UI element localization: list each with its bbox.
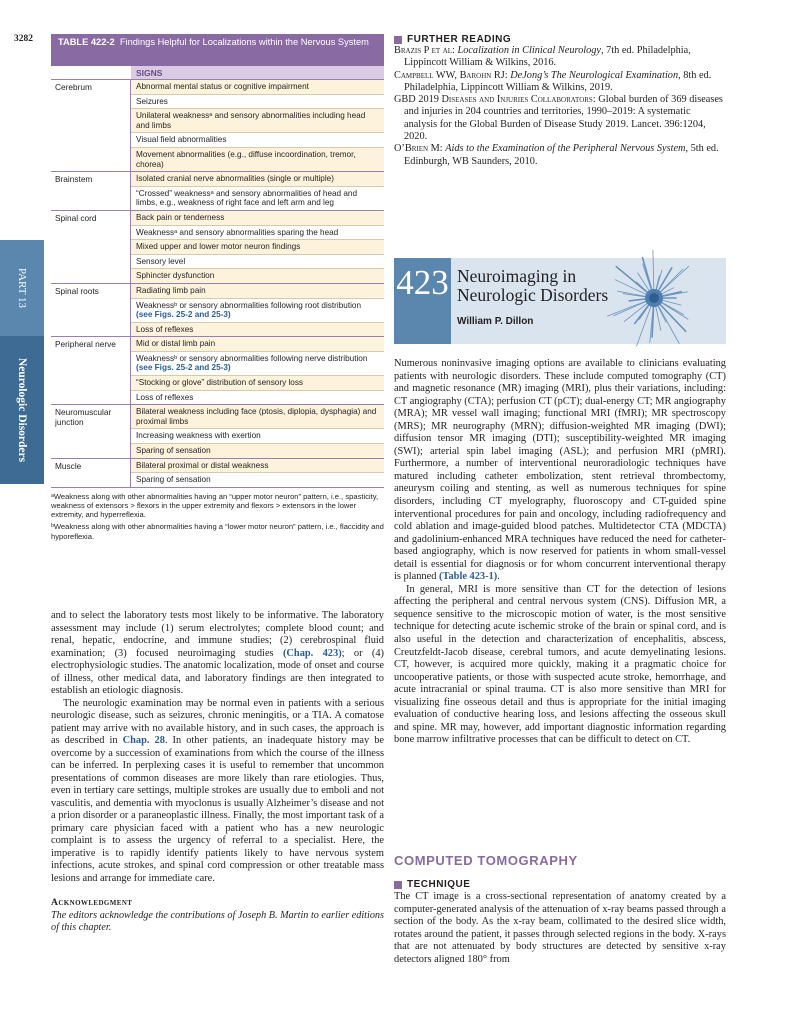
signs-header: SIGNS (131, 66, 384, 80)
table-423-1-link[interactable]: (Table 423-1) (439, 571, 498, 583)
sign-cell: “Stocking or glove” distribution of sensory loss (131, 376, 384, 391)
sign-cell: Increasing weakness with exertion (131, 429, 384, 444)
location-cell: Brainstem (51, 172, 131, 210)
further-reading (394, 34, 726, 168)
location-cell: Cerebrum (51, 80, 131, 171)
right-body-text (394, 358, 726, 747)
bullet-square-icon (394, 881, 402, 889)
sign-cell: Seizures (131, 95, 384, 110)
table-footnotes (51, 492, 384, 541)
location-cell: Neuromuscular junction (51, 405, 131, 457)
sign-cell: “Crossed” weaknessᵃ and sensory abnormalities of head and limbs, e.g., weakness of right face and left arm and leg (131, 187, 384, 210)
table-row (51, 211, 384, 284)
part-label: PART 13 (16, 268, 28, 308)
further-reading-heading: FURTHER READING (394, 34, 726, 45)
neuron-splash-icon (594, 238, 714, 358)
chap-28-link[interactable]: Chap. 28 (122, 735, 165, 746)
figure-link[interactable]: (see Figs. 25-2 and 25-3) (136, 363, 231, 373)
left-paragraph-1: and to select the laboratory tests most likely to be informative. The laboratory assessment may include (1) serum electrolytes; complete blood count; and renal, hepatic, endocrine, and immune studies; (2) cerebrospinal fluid examination; (3) focused neuroimaging studies (Chap. 423); or (4) electrophysiologic studies. The anatomic localization, mode of onset and course of illness, other medical data, and laboratory findings are then integrated to establish an etiologic diagnosis. (51, 610, 384, 696)
sign-cell: Weaknessᵃ and sensory abnormalities sparing the head (131, 226, 384, 241)
sign-cell: Bilateral proximal or distal weakness (131, 459, 384, 474)
table-column-header (51, 66, 384, 80)
sign-cell: Unilateral weaknessᵃ and sensory abnormalities including head and limbs (131, 109, 384, 133)
location-cell: Spinal roots (51, 284, 131, 336)
sign-cell: Sparing of sensation (131, 444, 384, 458)
acknowledgment-heading: Acknowledgment (51, 897, 133, 908)
right-paragraph-1: Numerous noninvasive imaging options are available to clinicians evaluating patients with neurologic disorders. These include computed tomography (CT) and magnetic resonance (MR) imaging (MRI), plus their variations, including: CT angiography (CTA); perfusion CT (pCT); dual-energy CT; MR angiography (MRA); MR vessel wall imaging; functional MRI (fMRI); MR spectroscopy (MRS); MR neurography (MRN); diffusion-weighted MR imaging (DWI); diffusion tensor MR imaging (DTI); susceptibility-weighted MR imaging (SWI); arterial spin label imaging (ASL); and perfusion MRI (pMRI). Furthermore, a number of interventional neuroradiologic techniques have matured including catheter embolization, stent retrieval thrombectomy, aneurysm coiling and stenting, as well as numerous techniques for spine disorders, including CT myelography, fluoroscopy and CT-guided spine interventional procedures for pain and oncology, including radiofrequency and cold ablation and image-guided blood patches. Multidetector CTA (MDCTA) and gadolinium-enhanced MRA techniques have reduced the need for catheter-based angiography, which is now reserved for patients in whom small-vessel detail is essential for diagnosis or for whom concurrent interventional therapy is planned (Table 423-1). (394, 358, 726, 583)
chapter-header (394, 258, 726, 344)
location-cell: Peripheral nerve (51, 337, 131, 404)
chap-423-link[interactable]: (Chap. 423) (282, 647, 342, 659)
side-tab (0, 240, 44, 484)
left-body-text (51, 610, 384, 934)
sign-cell: Loss of reflexes (131, 323, 384, 337)
sign-cell: Sparing of sensation (131, 473, 384, 487)
sign-cell: Loss of reflexes (131, 391, 384, 405)
page-number: 3282 (14, 34, 33, 44)
table-row (51, 405, 384, 458)
table-row (51, 80, 384, 172)
table-row (51, 172, 384, 211)
right-paragraph-2: In general, MRI is more sensitive than CT for the detection of lesions affecting the peripheral and central nervous system (CNS). Diffusion MR, a sequence sensitive to the microscopic motion of water, is the most sensitive technique for detecting acute ischemic stroke of the brain or spinal cord, and is also useful in the detection and characterization of encephalitis, abscess, Creutzfeldt-Jacob disease, cerebral tumors, and acute demyelinating lesions. CT, however, is acquired more quickly, making it a pragmatic choice for uncooperative patients, or those with suspected acute stroke, hemorrhage, and acute intracranial or spinal trauma. CT is also more sensitive than MRI for visualizing fine osseous detail and thus is appropriate for the initial imaging evaluation of conductive hearing loss, and lesions affecting the osseous skull and spine. MR may, however, add important diagnostic information regarding bone marrow infiltrative processes that can be difficult to detect on CT. (394, 583, 726, 746)
reference-item: GBD 2019 Diseases and Injuries Collaborators: Global burden of 369 diseases and injuries in 204 countries and territories, 1990–2019: A systematic analysis for the Global Burden of Disease Study 2019. Lancet. 396:1204, 2020. (394, 94, 723, 143)
technique-heading: TECHNIQUE (394, 879, 470, 890)
ct-section-heading: COMPUTED TOMOGRAPHY (394, 853, 578, 868)
sign-cell: Visual field abnormalities (131, 133, 384, 148)
table-row (51, 337, 384, 405)
footnote-a: ᵃWeakness along with other abnormalities having an “upper motor neuron” pattern, i.e., spasticity, weakness of extensors > flexors in the upper extremity and flexors > extensors in the lower extremity, and hyperreflexia. (51, 491, 379, 520)
chapter-number: 423 (394, 258, 451, 344)
reference-list (394, 45, 726, 168)
sign-cell: Radiating limb pain (131, 284, 384, 299)
location-cell: Spinal cord (51, 211, 131, 283)
sign-cell: Mid or distal limb pain (131, 337, 384, 352)
table-row (51, 459, 384, 488)
sign-cell: Back pain or tenderness (131, 211, 384, 226)
location-cell: Muscle (51, 459, 131, 487)
table-row (51, 284, 384, 337)
sign-cell: Sensory level (131, 255, 384, 270)
sign-cell: Weaknessᵇ or sensory abnormalities following root distribution (see Figs. 25-2 and 25-3) (131, 299, 384, 323)
table-number: TABLE 422-2 (58, 37, 115, 47)
reference-item: O’Brien M: Aids to the Examination of the Peripheral Nervous System, 5th ed. Edinburgh, WB Saunders, 2010. (394, 143, 719, 167)
section-label: Neurologic Disorders (16, 357, 29, 463)
technique-text: The CT image is a cross-sectional representation of anatomy created by a computer-generated analysis of the attenuation of x-ray beams passed through a section of the body. As the x-ray beam, collimated to the desired slice width, rotates around the patient, it passes through selected regions in the body. X-rays that are not attenuated by body structures are detected by sensitive x-ray detectors aligned 180° from (394, 891, 726, 965)
findings-table (51, 34, 384, 544)
sign-cell: Movement abnormalities (e.g., diffuse incoordination, tremor, chorea) (131, 148, 384, 171)
acknowledgment-text: The editors acknowledge the contributions of Joseph B. Martin to earlier editions of this chapter. (51, 909, 384, 933)
sign-cell: Mixed upper and lower motor neuron findings (131, 240, 384, 255)
sign-cell: Weaknessᵇ or sensory abnormalities following nerve distribution (see Figs. 25-2 and 25-3) (131, 352, 384, 376)
reference-item: Brazis P et al: Localization in Clinical Neurology, 7th ed. Philadelphia, Lippincott William & Wilkins, 2016. (394, 45, 691, 69)
reference-item: Campbell WW, Barohn RJ: DeJong’s The Neurological Examination, 8th ed. Philadelphia, Lippincott William & Wilkins, 2019. (394, 69, 712, 93)
sign-cell: Isolated cranial nerve abnormalities (single or multiple) (131, 172, 384, 187)
left-paragraph-2: The neurologic examination may be normal even in patients with a serious neurologic disease, such as seizures, chronic meningitis, or a TIA. A comatose patient may arrive with no available history, and in such cases, the approach is as described in Chap. 28. In other patients, an inadequate history may be overcome by a succession of examinations from which the course of the illness can be inferred. In perplexing cases it is useful to remember that uncommon presentations of common diseases are more likely than rare etiologies. Thus, even in tertiary care settings, multiple strokes are usually due to emboli and not vasculitis, and dementia with myoclonus is usually Alzheimer’s disease and not a prion disorder or a paraneoplastic illness. Finally, the most important task of a primary care physician faced with a patient who has a new neurologic complaint is to assess the urgency of referral to a specialist. Here, the imperative is to rapidly identify patients likely to have nervous system infections, acute strokes, and spinal cord compression or other treatable mass lesions and arrange for immediate care. (51, 697, 385, 884)
table-title: Findings Helpful for Localizations within the Nervous System (119, 37, 369, 47)
sign-cell: Bilateral weakness including face (ptosis, diplopia, dysphagia) and proximal limbs (131, 405, 384, 429)
sign-cell: Sphincter dysfunction (131, 269, 384, 283)
figure-link[interactable]: (see Figs. 25-2 and 25-3) (136, 310, 231, 320)
sign-cell: Abnormal mental status or cognitive impairment (131, 80, 384, 95)
table-header (51, 34, 384, 66)
footnote-b: ᵇWeakness along with other abnormalities having a “lower motor neuron” pattern, i.e., flaccidity and hyporeflexia. (51, 522, 384, 541)
bullet-square-icon (394, 36, 402, 44)
chapter-author: William P. Dillon (457, 316, 534, 327)
chapter-title: Neuroimaging in Neurologic Disorders (457, 266, 609, 305)
